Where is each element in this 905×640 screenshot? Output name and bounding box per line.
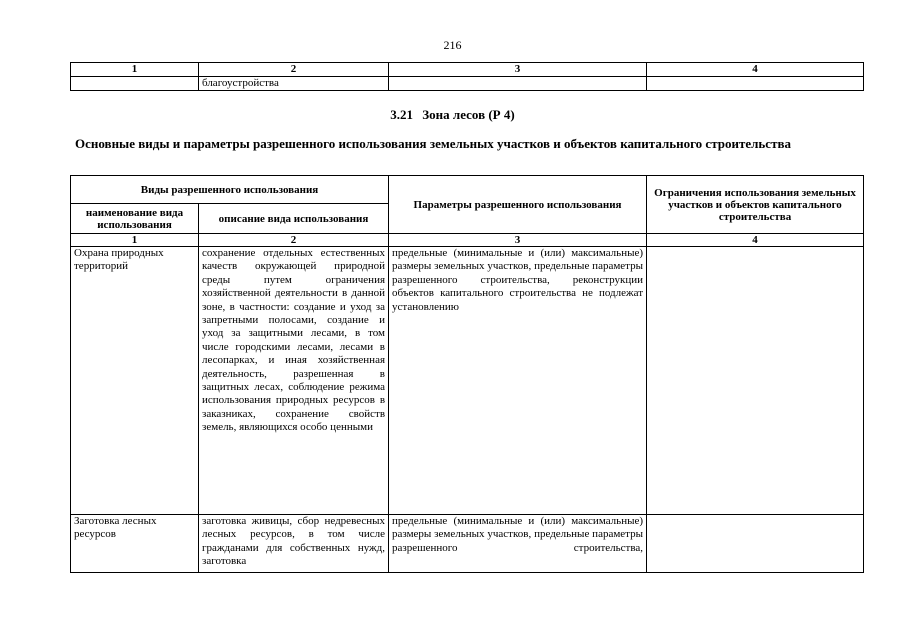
col-number-3: 3 bbox=[389, 63, 647, 77]
restrictions-header: Ограничения использования земельных участков и объектов капитального строительства bbox=[647, 176, 864, 234]
use-name: Охрана природных территорий bbox=[71, 247, 199, 515]
table-cell bbox=[389, 77, 647, 91]
name-header: наименование вида использования bbox=[71, 204, 199, 234]
doc-heading: Основные виды и параметры разрешенного использования земельных участков и объектов капитального строительства bbox=[75, 136, 791, 151]
description-header: описание вида использования bbox=[199, 204, 389, 234]
use-name: Заготовка лесных ресурсов bbox=[71, 515, 199, 573]
col-number-2: 2 bbox=[199, 63, 389, 77]
page-number: 216 bbox=[443, 38, 462, 52]
use-restrictions bbox=[647, 515, 864, 573]
use-params: предельные (минимальные и (или) максимальные) размеры земельных участков, предельные параметры разрешенного строительства, реконструкции объектов капитального строительства не подлежат установлению bbox=[389, 247, 647, 515]
section-number: 3.21 bbox=[390, 107, 414, 122]
col-number-4: 4 bbox=[647, 63, 864, 77]
continued-table bbox=[70, 62, 864, 91]
table-cell bbox=[71, 77, 199, 91]
table-row bbox=[71, 77, 864, 91]
col-number-2: 2 bbox=[199, 234, 389, 247]
use-params: предельные (минимальные и (или) максимальные) размеры земельных участков, предельные параметры разрешенного строительства, bbox=[389, 515, 647, 573]
col-number-4: 4 bbox=[647, 234, 864, 247]
params-header: Параметры разрешенного использования bbox=[389, 176, 647, 234]
column-numbers-row bbox=[71, 234, 864, 247]
table-cell bbox=[647, 77, 864, 91]
section-name: Зона лесов (Р 4) bbox=[422, 107, 515, 122]
table-cell: благоустройства bbox=[199, 77, 389, 91]
col-number-3: 3 bbox=[389, 234, 647, 247]
land-use-table bbox=[70, 175, 864, 573]
col-number-1: 1 bbox=[71, 63, 199, 77]
continued-table-header-row bbox=[71, 63, 864, 77]
use-description: заготовка живицы, сбор недревесных лесных ресурсов, в том числе гражданами для собственных нужд, заготовка bbox=[199, 515, 389, 573]
use-restrictions bbox=[647, 247, 864, 515]
table-row bbox=[71, 247, 864, 515]
group-header: Виды разрешенного использования bbox=[71, 176, 389, 204]
table-header-row bbox=[71, 176, 864, 204]
use-description: сохранение отдельных естественных качеств окружающей природной среды путем ограничения хозяйственной деятельности в данной зоне, в частности: создание и уход за запретными полосами, создание и уход за защитными лесами, в том числе городскими лесами, лесами в лесопарках, и иная хозяйственная деятельность, разрешенная в защитных лесах, соблюдение режима использования природных ресурсов в заказниках, сохранение свойств земель, являющихся особо ценными bbox=[199, 247, 389, 515]
col-number-1: 1 bbox=[71, 234, 199, 247]
table-row bbox=[71, 515, 864, 573]
section-title bbox=[0, 107, 905, 123]
